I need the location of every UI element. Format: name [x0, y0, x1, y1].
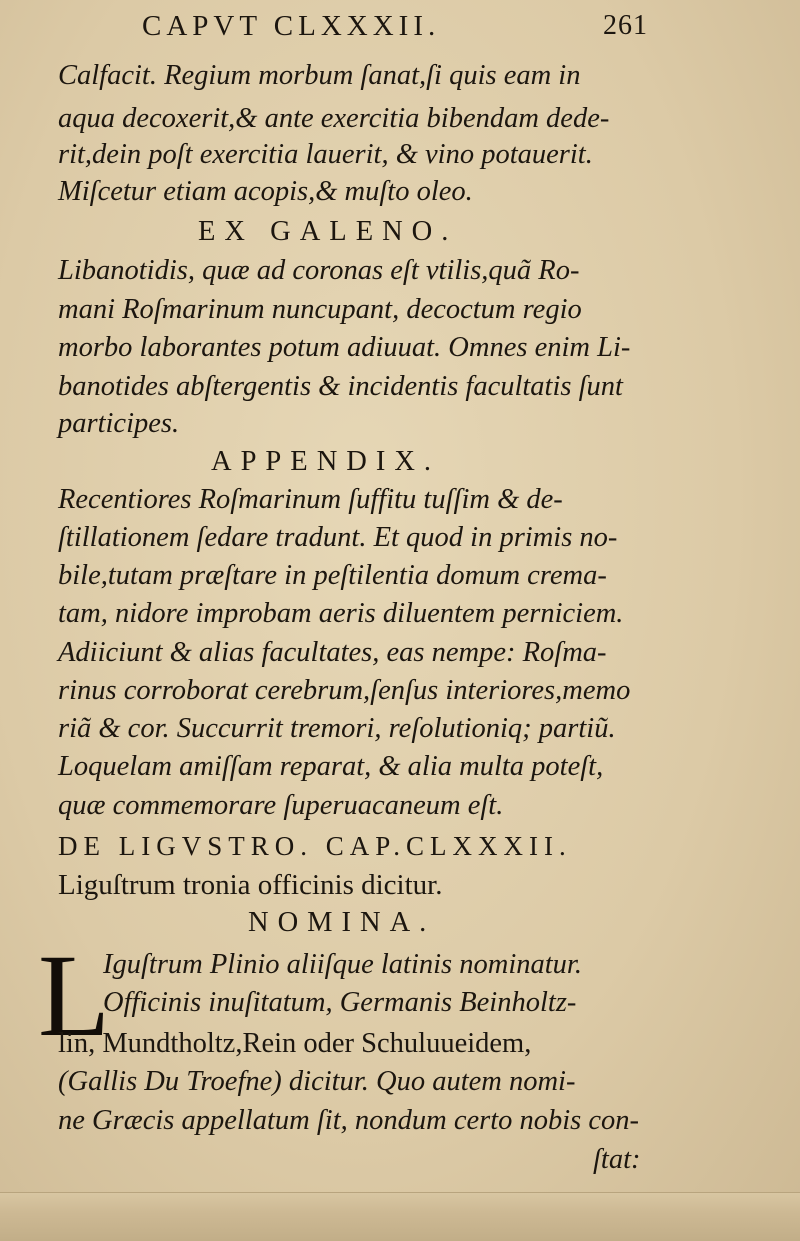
text-line: Calfacit. Regium morbum ſanat,ſi quis eam in	[58, 60, 581, 91]
text-line: riã & cor. Succurrit tremori, reſolutioniq; partiũ.	[58, 713, 616, 744]
text-line: Officinis inuſitatum, Germanis Beinholtz-	[103, 987, 577, 1018]
drop-capital: L	[38, 930, 111, 1061]
text-line: rinus corroborat cerebrum,ſenſus interiores,memo	[58, 675, 631, 706]
text-line: participes.	[58, 408, 180, 439]
synonym-line: Liguſtrum tronia officinis dicitur.	[58, 869, 443, 901]
text-line: Libanotidis, quæ ad coronas eſt vtilis,quã Ro-	[58, 255, 580, 286]
text-line: banotides abſtergentis & incidentis facultatis ſunt	[58, 371, 623, 402]
page-edge	[0, 1192, 800, 1241]
text-line: lin, Mundtholtz,Rein oder Schuluueidem,	[58, 1028, 532, 1059]
text-line: Adiiciunt & alias facultates, eas nempe: Roſma-	[58, 637, 607, 668]
text-line: Miſcetur etiam acopis,& muſto oleo.	[58, 176, 473, 207]
section-heading: NOMINA.	[248, 907, 436, 938]
text-line: Recentiores Roſmarinum ſuffitu tuſſim & de-	[58, 484, 563, 515]
text-line: ſtat:	[593, 1144, 641, 1175]
section-heading: APPENDIX.	[211, 446, 441, 477]
text-line: Iguſtrum Plinio aliiſque latinis nominatur.	[103, 949, 582, 980]
text-line: ne Græcis appellatum ſit, nondum certo nobis con-	[58, 1105, 640, 1136]
running-header	[142, 10, 648, 50]
text-line: mani Roſmarinum nuncupant, decoctum regio	[58, 294, 582, 325]
text-line: (Gallis Du Troefne) dicitur. Quo autem nomi-	[58, 1066, 576, 1097]
text-line: tam, nidore improbam aeris diluentem perniciem.	[58, 598, 624, 629]
page-number: 261	[603, 10, 648, 41]
text-line: aqua decoxerit,& ante exercitia bibendam dede-	[58, 103, 610, 134]
text-line: rit,dein poſt exercitia lauerit, & vino potauerit.	[58, 139, 593, 170]
text-line: bile,tutam præſtare in peſtilentia domum crema-	[58, 560, 607, 591]
text-line: ſtillationem ſedare tradunt. Et quod in primis no-	[58, 522, 618, 553]
chapter-heading: CAPVT CLXXXII.	[142, 10, 441, 42]
chapter-title: DE LIGVSTRO. CAP.CLXXXII.	[58, 831, 572, 861]
text-line: morbo laborantes potum adiuuat. Omnes enim Li-	[58, 332, 631, 363]
text-line: Loquelam amiſſam reparat, & alia multa poteſt,	[58, 751, 604, 782]
section-heading: EX GALENO.	[198, 216, 458, 247]
text-line: quæ commemorare ſuperuacaneum eſt.	[58, 790, 504, 821]
